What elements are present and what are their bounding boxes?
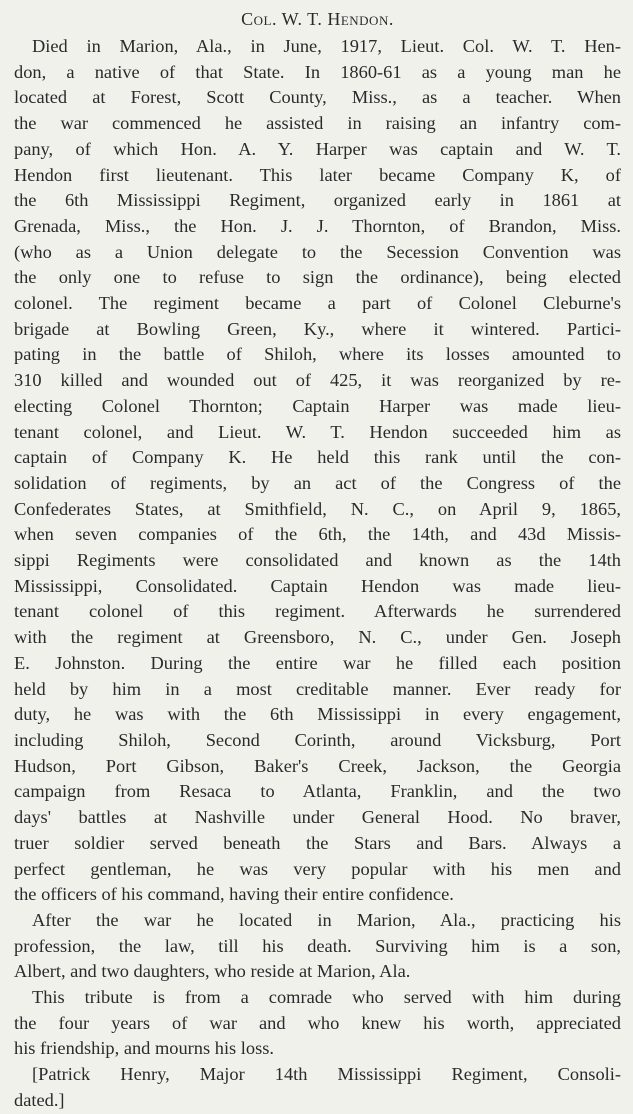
text-line: the only one to refuse to sign the ordinance), being elected — [14, 267, 621, 288]
text-line: Grenada, Miss., the Hon. J. J. Thornton, of Brandon, Miss. — [14, 215, 621, 236]
text-line: electing Colonel Thornton; Captain Harper was made lieu- — [14, 395, 621, 416]
text-line: (who as a Union delegate to the Secession Convention was — [14, 241, 621, 262]
text-line: days' battles at Nashville under General Hood. No braver, — [14, 807, 621, 828]
text-line: tenant colonel of this regiment. Afterwards he surrendered — [14, 601, 621, 622]
text-line: the four years of war and who knew his worth, appreciated — [14, 1012, 621, 1033]
text-line: Confederates States, at Smithfield, N. C., on April 9, 1865, — [14, 498, 621, 519]
text-line: brigade at Bowling Green, Ky., where it wintered. Partici- — [14, 318, 621, 339]
article-body — [14, 34, 621, 1114]
text-line: 310 killed and wounded out of 425, it was reorganized by re- — [14, 370, 621, 391]
text-line: his friendship, and mourns his loss. — [14, 1038, 275, 1059]
text-line: After the war he located in Marion, Ala., practicing his — [32, 909, 621, 930]
text-line: captain of Company K. He held this rank until the con- — [14, 447, 621, 468]
text-line: don, a native of that State. In 1860-61 as a young man he — [14, 61, 621, 82]
text-line: colonel. The regiment became a part of Colonel Cleburne's — [14, 293, 621, 314]
text-line: duty, he was with the 6th Mississippi in every engagement, — [14, 704, 621, 725]
text-line: Hendon first lieutenant. This later became Company K, of — [14, 164, 621, 185]
text-line: the 6th Mississippi Regiment, organized early in 1861 at — [14, 190, 621, 211]
text-line: Died in Marion, Ala., in June, 1917, Lieut. Col. W. T. Hen- — [32, 36, 621, 56]
text-line: Albert, and two daughters, who reside at Marion, Ala. — [14, 961, 411, 982]
text-line: with the regiment at Greensboro, N. C., under Gen. Joseph — [14, 627, 621, 648]
text-line: Hudson, Port Gibson, Baker's Creek, Jackson, the Georgia — [14, 755, 621, 776]
text-line: campaign from Resaca to Atlanta, Franklin, and the two — [14, 781, 621, 802]
text-line: solidation of regiments, by an act of the Congress of the — [14, 472, 621, 493]
text-line: located at Forest, Scott County, Miss., as a teacher. When — [14, 87, 621, 108]
paragraph — [14, 34, 621, 908]
text-line: the war commenced he assisted in raising an infantry com- — [14, 113, 621, 134]
text-line: pating in the battle of Shiloh, where its losses amounted to — [14, 344, 621, 365]
article-title — [14, 6, 621, 32]
text-line: perfect gentleman, he was very popular with his men and — [14, 858, 621, 879]
paragraph — [14, 1062, 621, 1113]
text-line: including Shiloh, Second Corinth, around Vicksburg, Port — [14, 729, 621, 750]
text-line: when seven companies of the 6th, the 14th, and 43d Missis- — [14, 524, 621, 545]
text-line: held by him in a most creditable manner. Ever ready for — [14, 678, 621, 699]
text-line: truer soldier served beneath the Stars and Bars. Always a — [14, 832, 621, 853]
text-line: This tribute is from a comrade who served with him during — [32, 987, 621, 1008]
text-line: [Patrick Henry, Major 14th Mississippi Regiment, Consoli- — [32, 1064, 621, 1085]
paragraph — [14, 908, 621, 985]
text-line: the officers of his command, having their entire confidence. — [14, 884, 454, 905]
text-line: tenant colonel, and Lieut. W. T. Hendon succeeded him as — [14, 421, 621, 442]
paragraph — [14, 985, 621, 1062]
text-line: sippi Regiments were consolidated and known as the 14th — [14, 550, 621, 571]
text-line: E. Johnston. During the entire war he filled each position — [14, 652, 621, 673]
article-title-text: Col. W. T. Hendon. — [241, 9, 394, 29]
text-line: pany, of which Hon. A. Y. Harper was captain and W. T. — [14, 138, 621, 159]
text-line: profession, the law, till his death. Surviving him is a son, — [14, 935, 621, 956]
text-line: Mississippi, Consolidated. Captain Hendon was made lieu- — [14, 575, 621, 596]
text-line: dated.] — [14, 1089, 65, 1110]
